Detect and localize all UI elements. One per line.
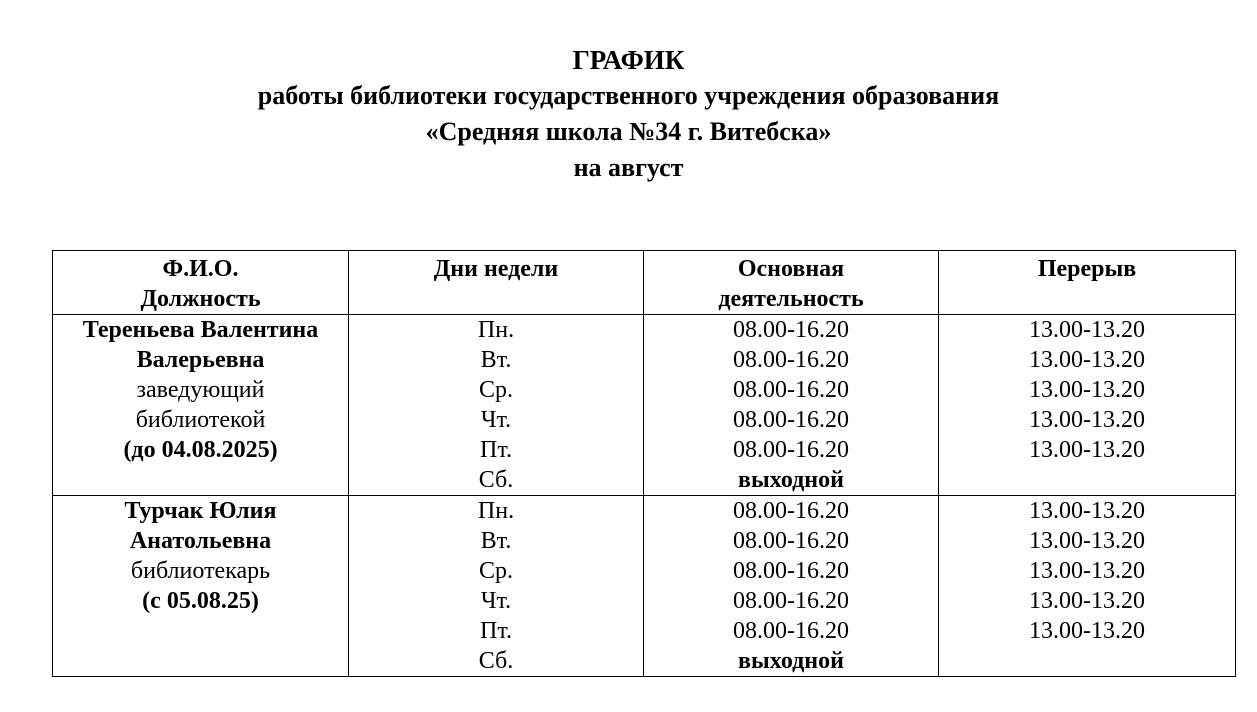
- day-label: Чт.: [480, 588, 512, 614]
- work-hours: 08.00-16.20: [733, 588, 849, 614]
- day-label: Сб.: [478, 648, 514, 674]
- day-label: Пт.: [479, 437, 512, 463]
- day-label: Ср.: [478, 558, 513, 584]
- days-cell: [349, 315, 644, 496]
- document-subtitle-line1: работы библиотеки государственного учреждения образования: [257, 81, 1000, 110]
- break-time: 13.00-13.20: [1029, 347, 1145, 373]
- document-title: ГРАФИК: [572, 45, 685, 75]
- day-label: Пн.: [477, 498, 515, 524]
- employee-name-line2: Анатольевна: [129, 528, 272, 554]
- work-hours: 08.00-16.20: [733, 317, 849, 343]
- hours-cell: [644, 315, 939, 496]
- column-header-main-activity: [644, 251, 939, 315]
- break-time: [939, 646, 1235, 676]
- employee-period: (с 05.08.25): [142, 588, 259, 614]
- employee-info-cell: [53, 496, 349, 677]
- column-header-name: [53, 251, 349, 315]
- work-hours: 08.00-16.20: [733, 377, 849, 403]
- day-label: Пт.: [479, 618, 512, 644]
- day-off-label: выходной: [738, 467, 844, 493]
- day-label: Чт.: [480, 407, 512, 433]
- hours-cell: [644, 496, 939, 677]
- break-time: 13.00-13.20: [1029, 618, 1145, 644]
- work-hours: 08.00-16.20: [733, 407, 849, 433]
- breaks-cell: [939, 496, 1236, 677]
- column-header-main-line2: деятельность: [718, 286, 864, 312]
- day-label: Вт.: [480, 347, 512, 373]
- column-header-break-label: Перерыв: [1037, 256, 1137, 282]
- day-label: Пн.: [477, 317, 515, 343]
- document-subtitle-line2: «Средняя школа №34 г. Витебска»: [425, 117, 832, 146]
- work-hours: 08.00-16.20: [733, 618, 849, 644]
- employee-info-cell: [53, 315, 349, 496]
- work-hours: 08.00-16.20: [733, 498, 849, 524]
- employee-position-line2: библиотекой: [135, 407, 266, 433]
- break-time: 13.00-13.20: [1029, 588, 1145, 614]
- employee-period: (до 04.08.2025): [123, 437, 278, 463]
- table-row: [53, 315, 1236, 496]
- document-header: [0, 42, 1257, 186]
- employee-name-line1: Турчак Юлия: [124, 498, 277, 524]
- column-header-name-line1: Ф.И.О.: [162, 256, 239, 282]
- work-hours: 08.00-16.20: [733, 558, 849, 584]
- column-header-main-line1: Основная: [737, 256, 845, 282]
- work-hours: 08.00-16.20: [733, 347, 849, 373]
- break-time: 13.00-13.20: [1029, 498, 1145, 524]
- table-row: [53, 496, 1236, 677]
- break-time: 13.00-13.20: [1029, 317, 1145, 343]
- break-time: 13.00-13.20: [1029, 407, 1145, 433]
- break-time: 13.00-13.20: [1029, 558, 1145, 584]
- column-header-name-line2: Должность: [140, 286, 261, 312]
- column-header-days-label: Дни недели: [433, 256, 559, 282]
- break-time: [939, 465, 1235, 495]
- document-subtitle-line3: на август: [573, 153, 684, 182]
- break-time: 13.00-13.20: [1029, 377, 1145, 403]
- breaks-cell: [939, 315, 1236, 496]
- days-cell: [349, 496, 644, 677]
- break-time: 13.00-13.20: [1029, 528, 1145, 554]
- work-hours: 08.00-16.20: [733, 528, 849, 554]
- schedule-table: [52, 250, 1236, 677]
- day-off-label: выходной: [738, 648, 844, 674]
- column-header-days: [349, 251, 644, 315]
- day-label: Сб.: [478, 467, 514, 493]
- day-label: Ср.: [478, 377, 513, 403]
- employee-position-line1: заведующий: [136, 377, 265, 403]
- employee-name-line1: Тереньева Валентина: [82, 317, 319, 343]
- employee-name-line2: Валерьевна: [136, 347, 265, 373]
- employee-position-line1: библиотекарь: [130, 558, 271, 584]
- break-time: 13.00-13.20: [1029, 437, 1145, 463]
- day-label: Вт.: [480, 528, 512, 554]
- work-hours: 08.00-16.20: [733, 437, 849, 463]
- column-header-break: [939, 251, 1236, 315]
- table-header-row: [53, 251, 1236, 315]
